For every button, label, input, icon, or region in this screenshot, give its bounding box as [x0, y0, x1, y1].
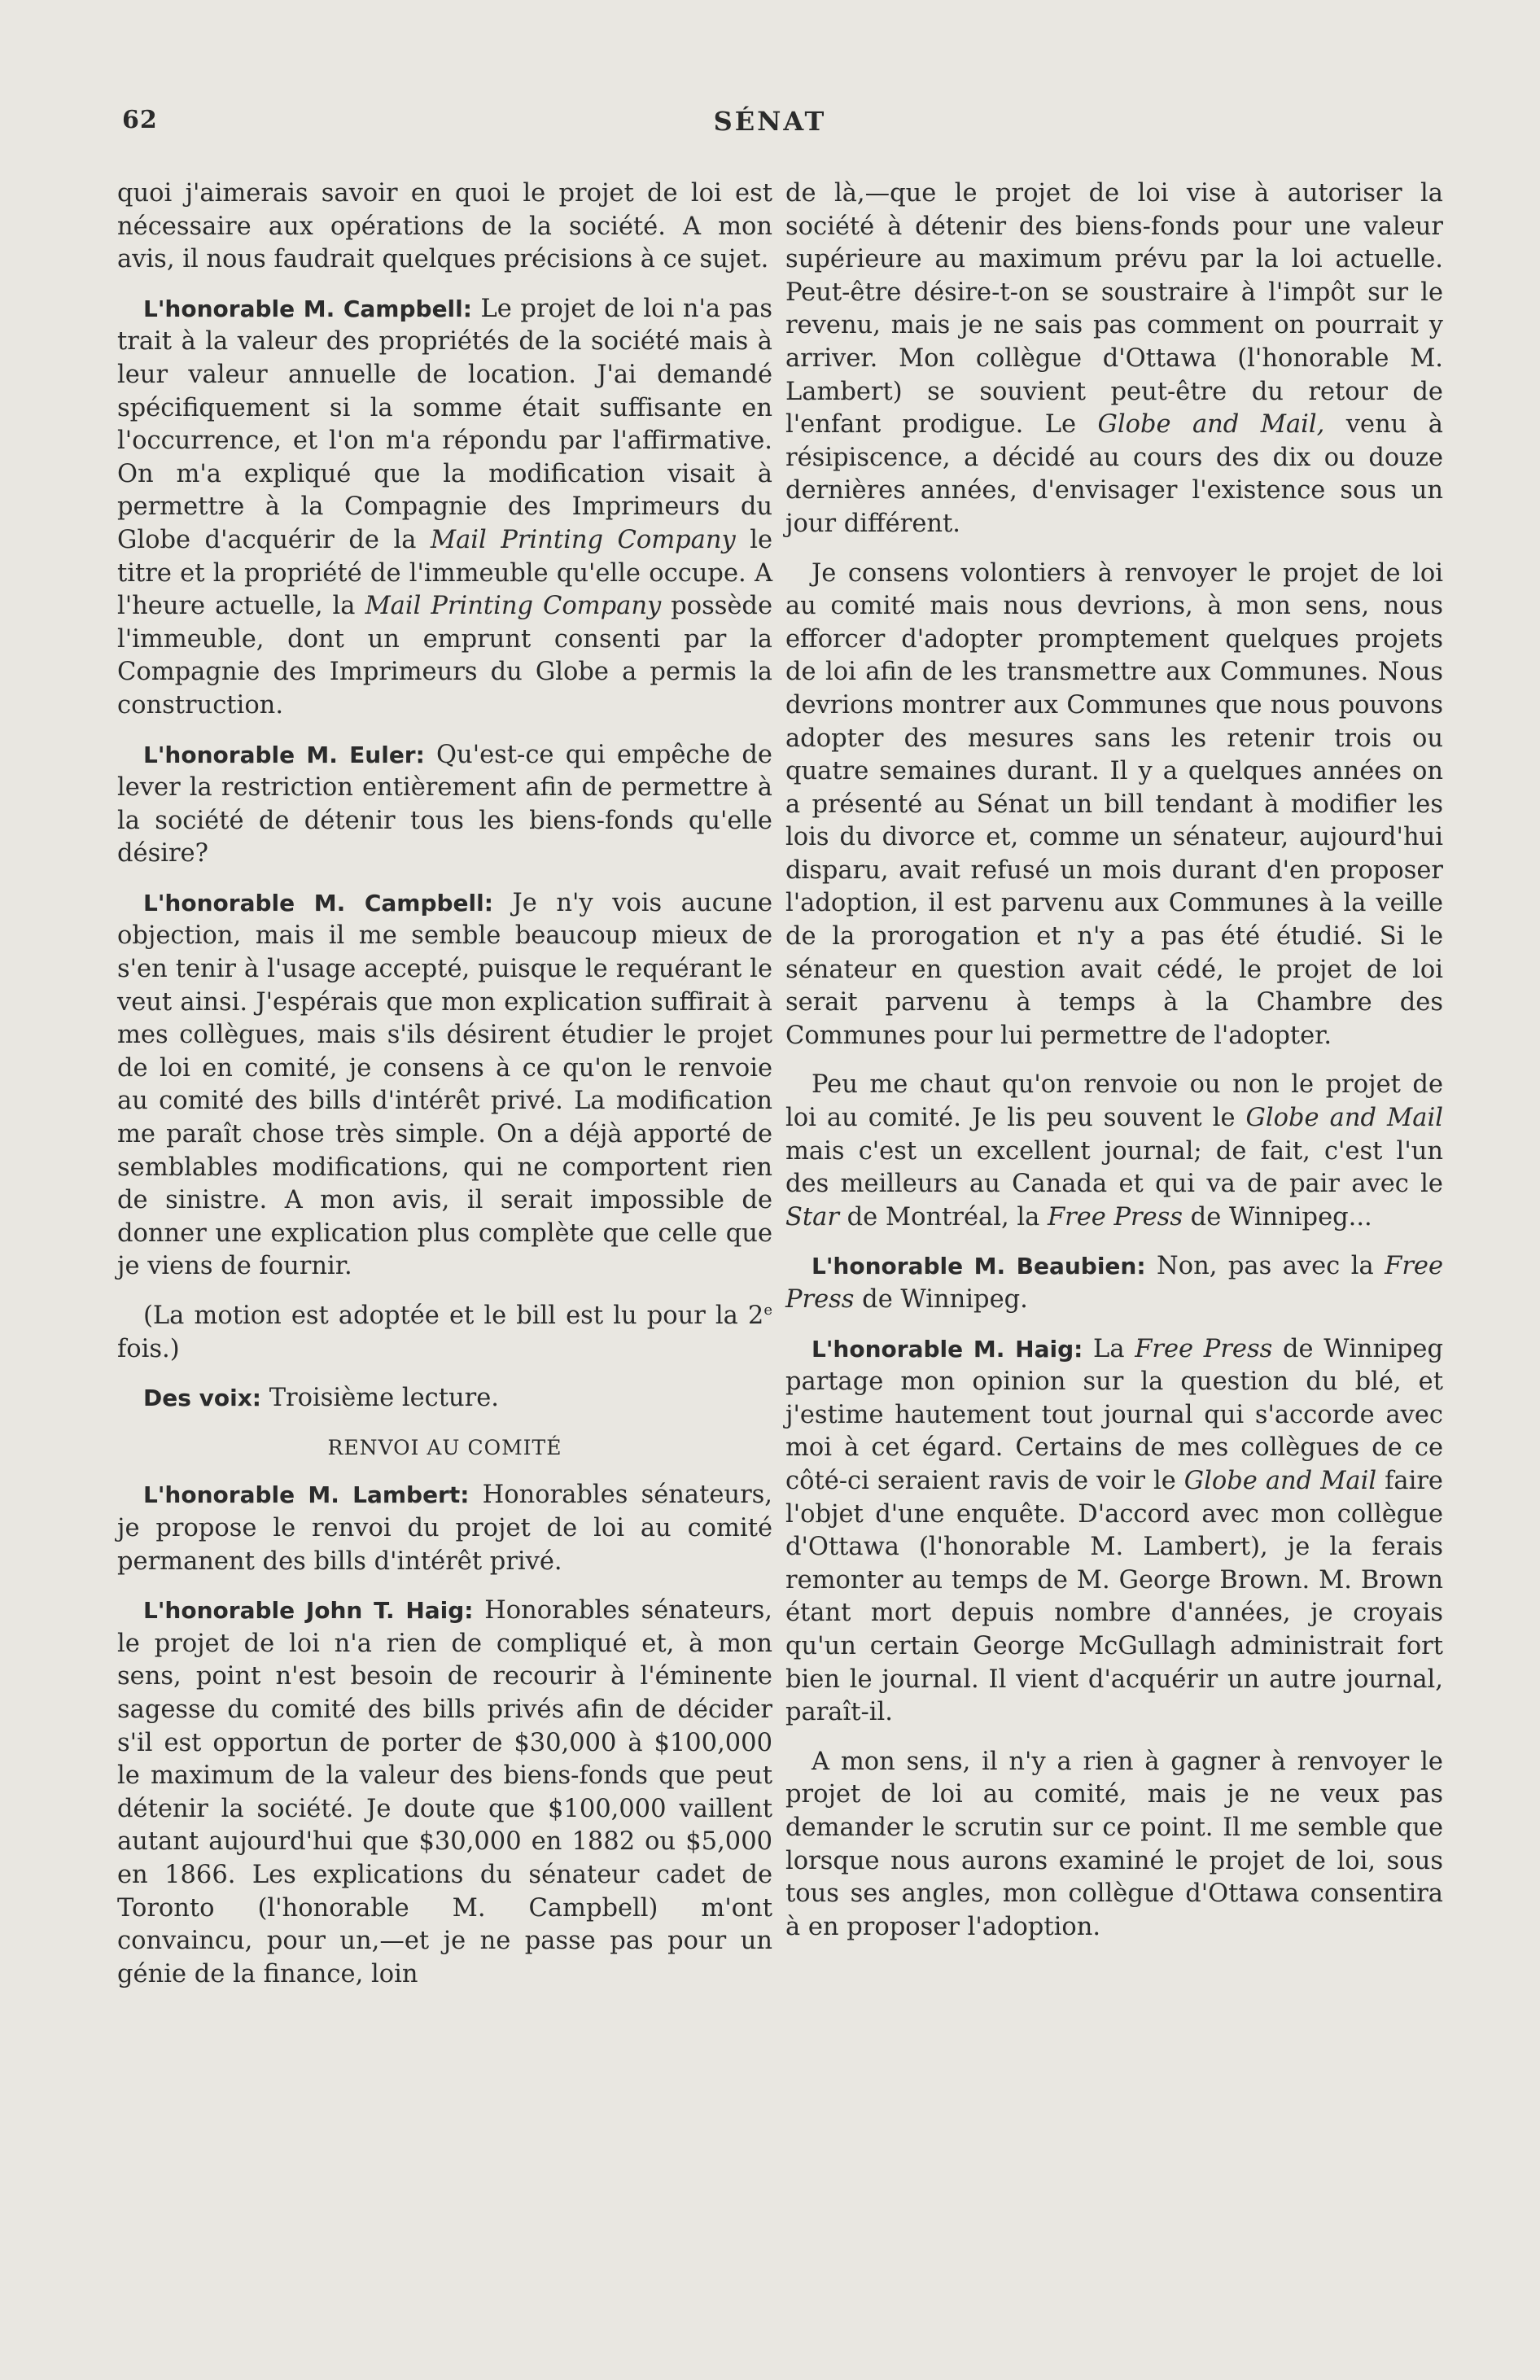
italic-text: Globe and Mail [1183, 1466, 1377, 1495]
running-title: SÉNAT [713, 106, 827, 137]
right-column [785, 177, 1443, 1960]
paragraph [785, 177, 1443, 541]
italic-text: Free Press [785, 1252, 1443, 1314]
speech-text: possède l'immeuble, dont un emprunt consenti par la Compagnie des Imprimeurs du Globe a permis la construction. [117, 592, 772, 720]
speaker-name: L'honorable M. Campbell: [143, 295, 472, 322]
speaker-name: L'honorable M. Lambert: [143, 1481, 470, 1509]
speaker-name: L'honorable M. Beaubien: [812, 1253, 1146, 1280]
speech-haig-1 [117, 1595, 772, 1991]
speech-text: Qu'est-ce qui empêche de lever la restriction entièrement afin de permettre à la société de détenir tous les biens-fonds qu'elle désire? [117, 740, 772, 868]
speaker-name: L'honorable M. Campbell: [143, 889, 493, 917]
left-column [117, 177, 772, 2007]
italic-text: Free Press [1047, 1202, 1183, 1232]
paragraph [785, 558, 1443, 1053]
note-text: fois.) [117, 1334, 180, 1363]
speaker-name: L'honorable John T. Haig: [143, 1597, 474, 1625]
paragraph-text: de là,—que le projet de loi vise à autoriser la société à détenir des biens-fonds pour une valeur supérieure au maximum prévu par la loi actuelle. Peut-être désire-t-on se soustraire à l'impôt sur le revenu, mais je ne sais pas comment on pourrait y arriver. Mon collègue d'Ottawa (l'honorable M. Lambert) se souvient peut-être du retour de l'enfant prodigue. Le [785, 179, 1443, 440]
speech-campbell-2 [117, 887, 772, 1284]
speech-text: Honorables sénateurs, je propose le renvoi du projet de loi au comité permanent des bills d'intérêt privé. [117, 1481, 772, 1576]
paragraph [785, 1746, 1443, 1945]
note-text: (La motion est adoptée et le bill est lu pour la 2 [143, 1302, 764, 1330]
paragraph-text: venu à résipiscence, a décidé au cours des dix ou douze dernières années, d'envisager l'existence sous un jour différent. [785, 410, 1443, 538]
speech-text: de Winnipeg partage mon opinion sur la question du blé, et j'estime hautement tout journal qui s'accorde avec moi à cet égard. Certains de mes collègues de ce côté-ci seraient ravis de voir le [785, 1334, 1444, 1495]
paragraph [117, 177, 772, 277]
speaker-name: L'honorable M. Euler: [143, 741, 425, 768]
superscript: e [763, 1301, 772, 1319]
page-header [0, 106, 1540, 147]
procedural-note [117, 1300, 772, 1366]
speech-text: La [1083, 1334, 1135, 1363]
speech-text: de Winnipeg. [854, 1285, 1028, 1314]
speech-text: Le projet de loi n'a pas trait à la valeur des propriétés de la société mais à leur valeur annuelle de location. J'ai demandé spécifiquement si la somme était suffisante en l'occurrence, et l'on m'a répondu par l'affirmative. On m'a expliqué que la modification visait à permettre à la Compagnie des Imprimeurs du Globe d'acquérir de la [117, 294, 772, 554]
speech-beaubien [785, 1250, 1443, 1316]
paragraph-text: de Montréal, la [838, 1202, 1048, 1232]
speech-voices [117, 1382, 772, 1415]
paragraph-text: de Winnipeg... [1182, 1202, 1372, 1232]
italic-text: Free Press [1135, 1334, 1273, 1363]
italic-text: Star [785, 1202, 839, 1232]
speech-euler [117, 739, 772, 871]
paragraph-text: A mon sens, il n'y a rien à gagner à renvoyer le projet de loi au comité, mais je ne veux pas demander le scrutin sur ce point. Il me semble que lorsque nous aurons examiné le projet de loi, sous tous ses angles, mon collègue d'Ottawa consentira à en proposer l'adoption. [785, 1747, 1443, 1941]
paragraph-text: Je consens volontiers à renvoyer le projet de loi au comité mais nous devrions, à mon sens, nous efforcer d'adopter promptement quelques projets de loi afin de les transmettre aux Communes. Nous devrions montrer aux Communes que nous pouvons adopter des mesures sans les retenir trois ou quatre semaines durant. Il y a quelques années on a présenté au Sénat un bill tendant à modifier les lois du divorce et, comme un sénateur, aujourd'hui disparu, avait refusé un mois durant d'en proposer l'adoption, il est parvenu aux Communes à la veille de la prorogation et n'y a pas été étudié. Si le sénateur en question avait cédé, le projet de loi serait parvenu à temps à la Chambre des Communes pour lui permettre de l'adopter. [785, 558, 1443, 1050]
section-heading: RENVOI AU COMITÉ [327, 1435, 562, 1459]
paragraph [785, 1069, 1443, 1234]
speech-text: Honorables sénateurs, le projet de loi n'a rien de compliqué et, à mon sens, point n'est besoin de recourir à l'éminente sagesse du comité des bills privés afin de décider s'il est opportun de porter de $30,000 à $100,000 le maximum de la valeur des biens-fonds que peut détenir la société. Je doute que $100,000 vaillent autant aujourd'hui que $30,000 en 1882 ou $5,000 en 1866. Les explications du sénateur cadet de Toronto (l'honorable M. Campbell) m'ont convaincu, pour un,—et je ne passe pas pour un génie de la finance, loin [117, 1596, 772, 1988]
page-number: 62 [122, 106, 158, 134]
italic-text: Globe and Mail [1245, 1104, 1443, 1133]
speech-campbell-1 [117, 293, 772, 723]
speech-text: Troisième lecture. [261, 1384, 499, 1413]
paragraph-text: mais c'est un excellent journal; de fait, c'est l'un des meilleurs au Canada et qui va de pair avec le [785, 1136, 1443, 1199]
speech-lambert [117, 1479, 772, 1578]
speech-text: Non, pas avec la [1145, 1252, 1385, 1281]
paragraph-text: Peu me chaut qu'on renvoie ou non le projet de loi au comité. Je lis peu souvent le [785, 1070, 1443, 1133]
italic-text: Globe and Mail, [1097, 410, 1325, 440]
speech-haig-2 [785, 1333, 1443, 1730]
speaker-name: Des voix: [143, 1385, 261, 1412]
speech-text: faire l'objet d'une enquête. D'accord avec mon collègue d'Ottawa (l'honorable M. Lambert), je la ferais remonter au temps de M. George Brown. M. Brown étant mort depuis nombre d'années, je croyais qu'un certain George McGullagh administrait fort bien le journal. Il vient d'acquérir un autre journal, paraît-il. [785, 1466, 1443, 1727]
speech-text: le titre et la propriété de l'immeuble qu'elle occupe. A l'heure actuelle, la [117, 525, 773, 621]
italic-text: Mail Printing Company [430, 525, 736, 554]
speech-text: Je n'y vois aucune objection, mais il me semble beaucoup mieux de s'en tenir à l'usage accepté, puisque le requérant le veut ainsi. J'espérais que mon explication suffirait à mes collègues, mais s'ils désirent étudier le projet de loi en comité, je consens à ce qu'on le renvoie au comité des bills d'intérêt privé. La modification me paraît chose très simple. On a déjà apporté de semblables modifications, qui ne comportent rien de sinistre. A mon avis, il serait impossible de donner une explication plus complète que celle que je viens de fournir. [117, 888, 773, 1281]
italic-text: Mail Printing Company [365, 592, 662, 621]
speaker-name: L'honorable M. Haig: [812, 1335, 1083, 1363]
paragraph-text: quoi j'aimerais savoir en quoi le projet de loi est nécessaire aux opérations de la société. A mon avis, il nous faudrait quelques précisions à ce sujet. [117, 179, 772, 274]
